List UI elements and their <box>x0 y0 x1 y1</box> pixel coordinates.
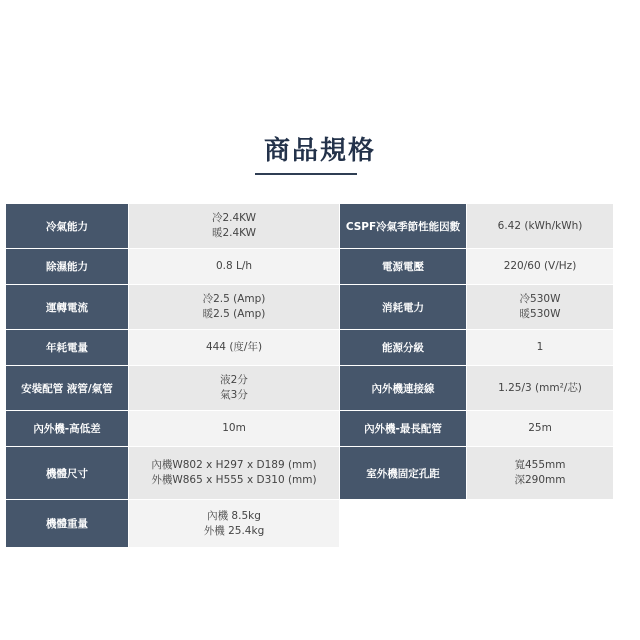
table-row <box>6 249 614 285</box>
spec-value-line: 外機W865 x H555 x D310 (mm) <box>151 474 317 486</box>
spec-table <box>6 204 614 537</box>
spec-value-line: 冷530W <box>519 293 561 305</box>
spec-value <box>467 411 614 447</box>
spec-value-line: 1.25/3 (mm²/芯) <box>498 381 582 394</box>
spec-value-line: 220/60 (V/Hz) <box>503 260 577 272</box>
spec-value-line: 暖2.4KW <box>211 227 257 239</box>
spec-label: 安裝配管 液管/氣管 <box>6 366 129 411</box>
table-row <box>6 411 614 447</box>
spec-value <box>129 249 340 285</box>
spec-value-line: 10m <box>222 422 246 434</box>
spec-label: 年耗電量 <box>6 330 129 366</box>
spec-value-line: 液2分 <box>220 374 248 386</box>
spec-value-line: 444 (度/年) <box>205 341 263 353</box>
spec-value <box>129 285 340 330</box>
spec-value <box>467 366 614 411</box>
spec-value <box>129 411 340 447</box>
table-row <box>6 447 614 500</box>
spec-value-line: 冷2.5 (Amp) <box>202 293 266 305</box>
spec-value-line: 深290mm <box>514 474 566 486</box>
spec-value-line: 內機 8.5kg <box>207 509 261 522</box>
spec-value <box>467 447 614 500</box>
spec-label: 除濕能力 <box>6 249 129 285</box>
spec-label: 消耗電力 <box>340 285 467 330</box>
spec-label: 內外機-最長配管 <box>340 411 467 447</box>
table-row <box>6 330 614 366</box>
spec-value-line: 內機W802 x H297 x D189 (mm) <box>151 459 317 471</box>
spec-label: 室外機固定孔距 <box>340 447 467 500</box>
title-underline <box>255 173 357 175</box>
spec-value <box>467 330 614 366</box>
spec-value-line: 暖2.5 (Amp) <box>202 308 266 320</box>
spec-value <box>129 204 340 249</box>
spec-value-line: 0.8 L/h <box>215 260 253 272</box>
spec-label: 能源分級 <box>340 330 467 366</box>
spec-value <box>467 285 614 330</box>
spec-label: 電源電壓 <box>340 249 467 285</box>
spec-value-line: 1 <box>536 341 544 353</box>
spec-value <box>129 330 340 366</box>
table-row <box>6 366 614 411</box>
spec-label: 機體重量 <box>6 500 129 548</box>
spec-value-line: 6.42 (kWh/kWh) <box>497 219 583 232</box>
table-row <box>6 204 614 249</box>
spec-value <box>129 500 340 548</box>
spec-value-line: 氣3分 <box>220 389 248 401</box>
spec-label: CSPF冷氣季節性能因數 <box>340 204 467 249</box>
spec-value <box>467 249 614 285</box>
spec-label: 冷氣能力 <box>6 204 129 249</box>
spec-label: 內外機-高低差 <box>6 411 129 447</box>
spec-value <box>129 447 340 500</box>
spec-value <box>467 204 614 249</box>
spec-value-line: 寬455mm <box>514 459 566 471</box>
page-title: 商品規格 <box>263 136 376 166</box>
spec-label: 機體尺寸 <box>6 447 129 500</box>
table-row <box>6 285 614 330</box>
spec-value-line: 冷2.4KW <box>211 212 257 224</box>
spec-value-line: 暖530W <box>519 308 561 320</box>
spec-value-line: 25m <box>528 422 552 434</box>
spec-value-line: 外機 25.4kg <box>203 524 265 537</box>
spec-label: 運轉電流 <box>6 285 129 330</box>
table-row <box>6 500 614 548</box>
spec-value <box>129 366 340 411</box>
spec-label: 內外機連接線 <box>340 366 467 411</box>
